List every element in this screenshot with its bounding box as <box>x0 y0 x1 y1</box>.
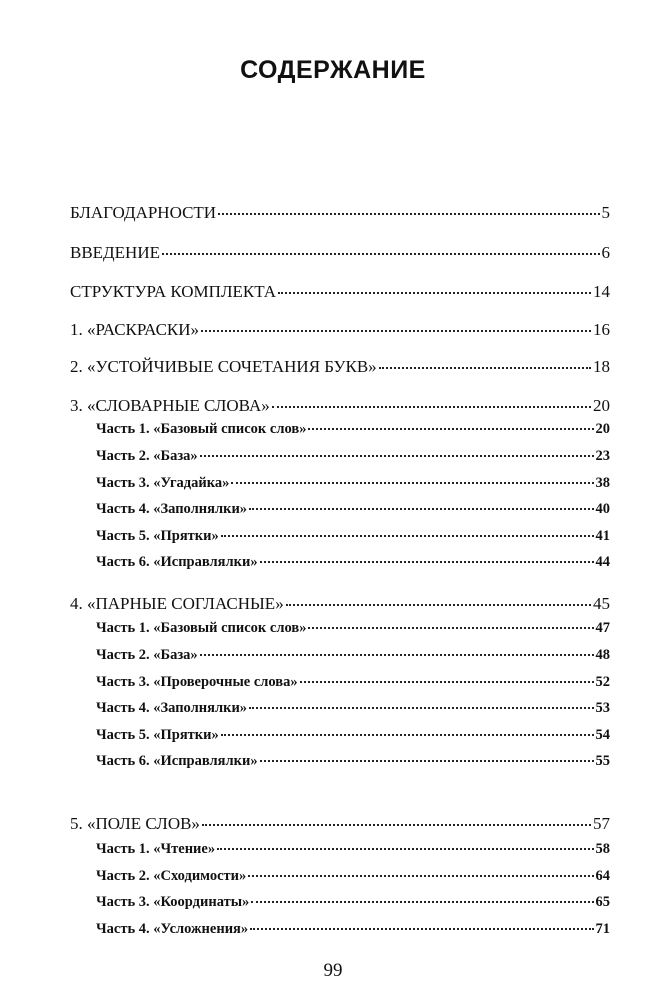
toc-entry-page: 64 <box>595 868 610 884</box>
dot-leader <box>201 330 591 332</box>
toc-entry <box>96 647 610 664</box>
toc-entry-page: 45 <box>593 594 610 613</box>
toc-entry <box>96 921 610 938</box>
toc-entry <box>96 620 610 637</box>
dot-leader <box>200 654 594 656</box>
toc-entry-label: Часть 4. «Заполнялки» <box>96 700 248 716</box>
toc-entry-label: СТРУКТУРА КОМПЛЕКТА <box>70 282 277 301</box>
toc-entry-page: 58 <box>595 841 610 857</box>
toc-entry <box>70 396 610 416</box>
dot-leader <box>278 292 591 294</box>
toc-entry-label: 4. «ПАРНЫЕ СОГЛАСНЫЕ» <box>70 594 284 613</box>
toc-entry-page: 47 <box>595 620 610 636</box>
toc-entry-page: 41 <box>595 528 610 544</box>
toc-entry <box>96 727 610 744</box>
toc-entry-page: 18 <box>593 357 610 376</box>
dot-leader <box>248 875 593 877</box>
toc-entry-label: Часть 4. «Усложнения» <box>96 921 249 937</box>
toc-entry-page: 55 <box>595 753 610 769</box>
toc-entry <box>70 320 610 340</box>
toc-entry-label: Часть 2. «Сходимости» <box>96 868 247 884</box>
toc-entry <box>96 674 610 691</box>
toc-entry-label: Часть 5. «Прятки» <box>96 528 219 544</box>
dot-leader <box>379 367 591 369</box>
toc-entry <box>96 868 610 885</box>
dot-leader <box>218 213 599 215</box>
toc-entry-page: 44 <box>595 554 610 570</box>
dot-leader <box>249 508 593 510</box>
toc-entry-label: 1. «РАСКРАСКИ» <box>70 320 200 339</box>
dot-leader <box>231 482 593 484</box>
dot-leader <box>308 627 593 629</box>
toc-entry <box>96 448 610 465</box>
dot-leader <box>286 604 591 606</box>
toc-entry-label: Часть 3. «Угадайка» <box>96 475 230 491</box>
toc-entry-page: 54 <box>595 727 610 743</box>
toc-entry <box>70 243 610 263</box>
dot-leader <box>202 824 591 826</box>
toc-entry-page: 14 <box>593 282 610 301</box>
toc-entry <box>96 528 610 545</box>
toc-entry-page: 38 <box>595 475 610 491</box>
toc-entry <box>96 421 610 438</box>
toc-entry <box>96 841 610 858</box>
toc-entry <box>70 357 610 377</box>
toc-entry-page: 53 <box>595 700 610 716</box>
dot-leader <box>162 253 600 255</box>
toc-entry-page: 5 <box>601 203 610 222</box>
toc-entry-label: Часть 1. «Базовый список слов» <box>96 421 307 437</box>
toc-entry-page: 48 <box>595 647 610 663</box>
toc-entry-label: Часть 2. «База» <box>96 448 198 464</box>
toc-entry <box>70 814 610 834</box>
toc-entry-page: 23 <box>595 448 610 464</box>
dot-leader <box>200 455 594 457</box>
toc-entry <box>96 475 610 492</box>
toc-entry-label: Часть 1. «Чтение» <box>96 841 216 857</box>
dot-leader <box>308 428 593 430</box>
toc-entry-label: БЛАГОДАРНОСТИ <box>70 203 217 222</box>
toc-entry-page: 71 <box>595 921 610 937</box>
dot-leader <box>250 928 593 930</box>
toc-entry-label: 3. «СЛОВАРНЫЕ СЛОВА» <box>70 396 270 415</box>
toc-entry <box>70 203 610 223</box>
toc-entry-page: 20 <box>593 396 610 415</box>
toc-entry-label: Часть 3. «Проверочные слова» <box>96 674 298 690</box>
page-number: 99 <box>323 960 343 981</box>
dot-leader <box>221 535 594 537</box>
dot-leader <box>260 760 594 762</box>
toc-entry-label: Часть 1. «Базовый список слов» <box>96 620 307 636</box>
dot-leader <box>221 734 594 736</box>
toc-entry-page: 65 <box>595 894 610 910</box>
toc-entry-page: 6 <box>601 243 610 262</box>
toc-entry <box>70 282 610 302</box>
toc-entry <box>70 594 610 614</box>
toc-entry-label: Часть 3. «Координаты» <box>96 894 250 910</box>
toc-entry-label: Часть 6. «Исправлялки» <box>96 753 258 769</box>
dot-leader <box>217 848 593 850</box>
toc-entry-label: ВВЕДЕНИЕ <box>70 243 160 262</box>
toc-entry-label: 2. «УСТОЙЧИВЫЕ СОЧЕТАНИЯ БУКВ» <box>70 357 377 376</box>
page-title: СОДЕРЖАНИЕ <box>240 56 426 84</box>
toc-entry-label: 5. «ПОЛЕ СЛОВ» <box>70 814 200 833</box>
toc-entry <box>96 753 610 770</box>
toc-entry-label: Часть 6. «Исправлялки» <box>96 554 258 570</box>
toc-entry <box>96 894 610 911</box>
dot-leader <box>272 406 591 408</box>
dot-leader <box>300 681 594 683</box>
toc-entry <box>96 700 610 717</box>
toc-entry-page: 20 <box>595 421 610 437</box>
dot-leader <box>249 707 593 709</box>
toc-entry-label: Часть 4. «Заполнялки» <box>96 501 248 517</box>
toc-entry-page: 16 <box>593 320 610 339</box>
dot-leader <box>251 901 593 903</box>
toc-entry <box>96 501 610 518</box>
toc-entry-page: 40 <box>595 501 610 517</box>
dot-leader <box>260 561 594 563</box>
toc-entry-label: Часть 2. «База» <box>96 647 198 663</box>
toc-entry-label: Часть 5. «Прятки» <box>96 727 219 743</box>
toc-entry-page: 57 <box>593 814 610 833</box>
toc-entry <box>96 554 610 571</box>
toc-entry-page: 52 <box>595 674 610 690</box>
